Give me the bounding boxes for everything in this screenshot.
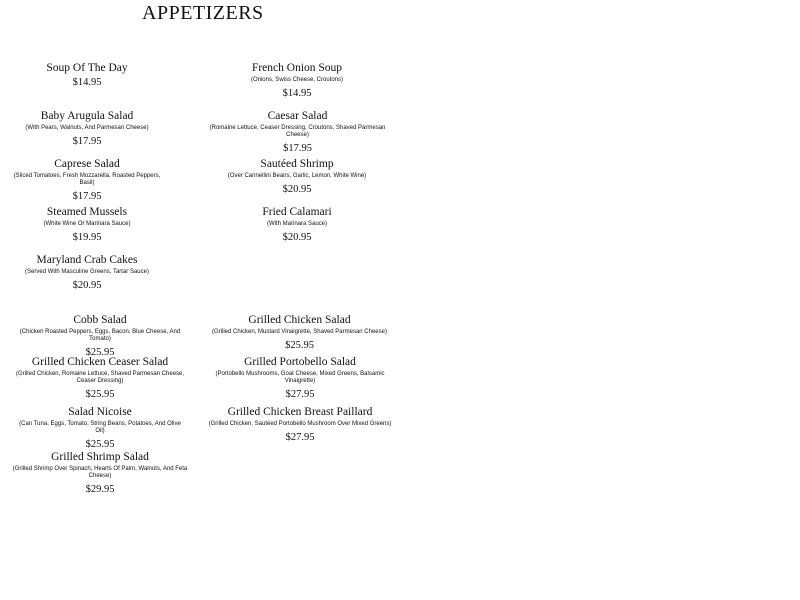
item-name: Grilled Portobello Salad [244,356,356,368]
item-name: Grilled Chicken Ceaser Salad [31,356,169,368]
item-description: (Grilled Chicken, Mustard Vinaigrette, Shaved Parmesan Cheese) [212,329,387,335]
menu-item [207,157,387,196]
item-description: (With Pears, Walnuts, And Parmesan Cheese) [25,125,149,131]
item-description: (Grilled Shrimp Over Spinach, Hearts Of Palm, Walnuts, And Feta Cheese) [12,466,188,479]
item-description: (Chicken Roasted Peppers, Eggs, Bacon, Blue Cheese, And Tomato) [19,329,181,342]
item-description: (Over Cannellini Beans, Garlic, Lemon, White Wine) [227,173,367,179]
menu-item [200,109,395,155]
menu-item [207,205,387,244]
menu-item [205,405,395,444]
menu-item [212,313,387,352]
item-price: $25.95 [85,389,115,400]
item-name: Caesar Salad [267,110,328,122]
item-description: (Romaine Lettuce, Ceaser Dressing, Croutons, Shaved Parmesan Cheese) [209,125,386,138]
item-price: $17.95 [283,143,312,154]
item-price: $27.95 [285,432,315,443]
item-description: (Can Tuna, Eggs, Tomato, String Beans, Potatoes, And Olive Oil) [19,421,181,434]
menu-item [5,450,195,496]
item-description: (With Marinara Sauce) [266,221,328,227]
item-description: (Grilled Chicken, Sautéed Portobello Mushroom Over Mixed Greens) [208,421,392,427]
menu-item [207,61,387,100]
item-price: $14.95 [72,77,102,88]
item-name: Soup Of The Day [46,62,128,74]
item-name: French Onion Soup [251,62,343,74]
item-description: (Sliced Tomatoes, Fresh Mozzarella, Roasted Peppers, Basil) [13,173,161,186]
item-price: $27.95 [285,389,315,400]
item-description: (Grilled Chicken, Romaine Lettuce, Shaved Parmesan Cheese, Ceaser Dressing) [15,371,185,384]
menu-item [15,313,185,359]
menu-item [8,157,166,203]
item-price: $20.95 [282,184,312,195]
item-name: Grilled Chicken Salad [248,314,351,326]
item-name: Cobb Salad [73,314,127,326]
item-description: (Served With Masculine Greens, Tartar Sauce) [25,269,149,275]
section-title: APPETIZERS [142,2,264,24]
item-name: Baby Arugula Salad [40,110,134,122]
item-price: $20.95 [72,280,102,291]
menu-item [12,253,162,292]
item-price: $25.95 [285,340,314,351]
item-price: $14.95 [282,88,312,99]
item-name: Grilled Chicken Breast Paillard [227,406,373,418]
item-price: $29.95 [85,484,115,495]
item-price: $25.95 [85,347,115,358]
menu-item [12,61,162,89]
item-name: Maryland Crab Cakes [36,254,138,266]
item-name: Steamed Mussels [46,206,128,218]
menu-item [12,205,162,244]
menu-item [15,355,185,401]
item-price: $25.95 [85,439,115,450]
item-price: $20.95 [282,232,312,243]
item-name: Caprese Salad [54,158,120,170]
item-name: Salad Nicoise [68,406,132,418]
item-description: (Portobello Mushrooms, Goat Cheese, Mixed Greens, Balsamic Vinaigrette) [215,371,385,384]
menu-item [12,109,162,148]
item-price: $17.95 [72,191,102,202]
item-price: $17.95 [72,136,102,147]
item-name: Sautéed Shrimp [260,158,334,170]
item-name: Fried Calamari [262,206,332,218]
item-price: $19.95 [72,232,102,243]
menu-item [15,405,185,451]
item-name: Grilled Shrimp Salad [51,451,149,463]
item-description: (White Wine Or Marinara Sauce) [43,221,131,227]
item-description: (Onions, Swiss Cheese, Croutons) [250,77,344,83]
menu-item [205,355,395,401]
